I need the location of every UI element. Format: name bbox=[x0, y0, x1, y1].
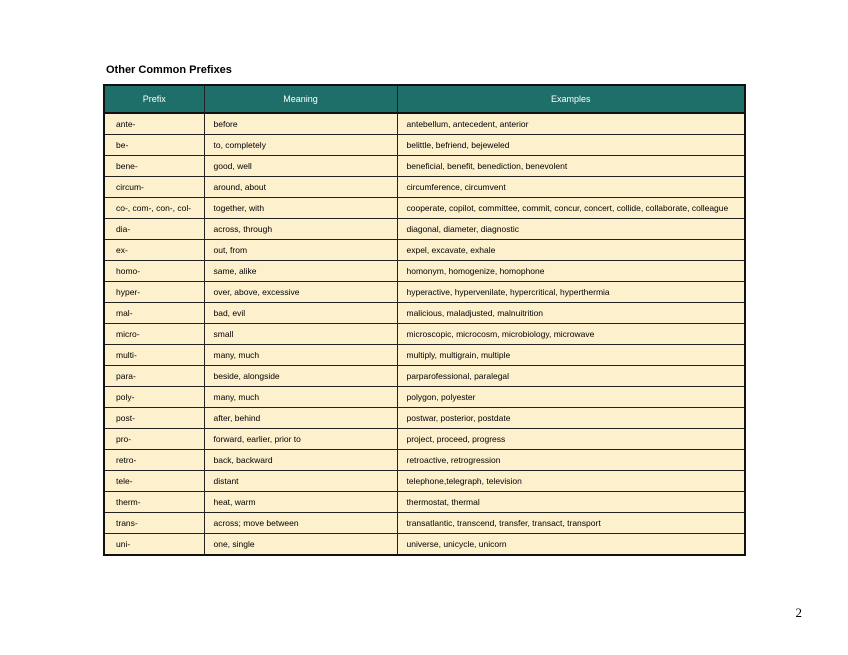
meaning-cell: many, much bbox=[204, 345, 397, 366]
meaning-cell: across, through bbox=[204, 219, 397, 240]
table-row bbox=[104, 303, 745, 324]
table-row bbox=[104, 198, 745, 219]
meaning-cell: out, from bbox=[204, 240, 397, 261]
examples-cell: diagonal, diameter, diagnostic bbox=[397, 219, 745, 240]
prefix-cell: circum- bbox=[104, 177, 204, 198]
meaning-cell: distant bbox=[204, 471, 397, 492]
table-row bbox=[104, 408, 745, 429]
examples-cell: parparofessional, paralegal bbox=[397, 366, 745, 387]
meaning-cell: together, with bbox=[204, 198, 397, 219]
table-row bbox=[104, 450, 745, 471]
table-row bbox=[104, 219, 745, 240]
examples-cell: belittle, befriend, bejeweled bbox=[397, 135, 745, 156]
table-row bbox=[104, 177, 745, 198]
examples-cell: project, proceed, progress bbox=[397, 429, 745, 450]
examples-cell: microscopic, microcosm, microbiology, microwave bbox=[397, 324, 745, 345]
meaning-cell: over, above, excessive bbox=[204, 282, 397, 303]
examples-cell: postwar, posterior, postdate bbox=[397, 408, 745, 429]
examples-cell: universe, unicycle, unicorn bbox=[397, 534, 745, 556]
examples-cell: homonym, homogenize, homophone bbox=[397, 261, 745, 282]
table-row bbox=[104, 471, 745, 492]
prefix-cell: co-, com-, con-, col- bbox=[104, 198, 204, 219]
meaning-cell: bad, evil bbox=[204, 303, 397, 324]
table-row bbox=[104, 345, 745, 366]
prefix-cell: micro- bbox=[104, 324, 204, 345]
prefix-cell: ante- bbox=[104, 113, 204, 135]
meaning-cell: one, single bbox=[204, 534, 397, 556]
examples-cell: cooperate, copilot, committee, commit, concur, concert, collide, collaborate, colleague bbox=[397, 198, 745, 219]
meaning-cell: before bbox=[204, 113, 397, 135]
page-title: Other Common Prefixes bbox=[106, 64, 232, 76]
table-row bbox=[104, 324, 745, 345]
table-body bbox=[104, 113, 745, 555]
examples-cell: transatlantic, transcend, transfer, transact, transport bbox=[397, 513, 745, 534]
meaning-cell: beside, alongside bbox=[204, 366, 397, 387]
examples-cell: multiply, multigrain, multiple bbox=[397, 345, 745, 366]
examples-cell: polygon, polyester bbox=[397, 387, 745, 408]
meaning-cell: to, completely bbox=[204, 135, 397, 156]
examples-cell: antebellum, antecedent, anterior bbox=[397, 113, 745, 135]
meaning-cell: good, well bbox=[204, 156, 397, 177]
table-header-row bbox=[104, 85, 745, 113]
table-row bbox=[104, 492, 745, 513]
prefix-cell: homo- bbox=[104, 261, 204, 282]
column-header-prefix: Prefix bbox=[104, 85, 204, 113]
table-row bbox=[104, 429, 745, 450]
table-row bbox=[104, 387, 745, 408]
prefix-cell: hyper- bbox=[104, 282, 204, 303]
prefix-cell: therm- bbox=[104, 492, 204, 513]
prefix-cell: bene- bbox=[104, 156, 204, 177]
prefix-table bbox=[103, 84, 746, 556]
meaning-cell: back, backward bbox=[204, 450, 397, 471]
table-row bbox=[104, 240, 745, 261]
meaning-cell: forward, earlier, prior to bbox=[204, 429, 397, 450]
table-row bbox=[104, 282, 745, 303]
table-row bbox=[104, 135, 745, 156]
examples-cell: beneficial, benefit, benediction, benevolent bbox=[397, 156, 745, 177]
examples-cell: circumference, circumvent bbox=[397, 177, 745, 198]
prefix-cell: tele- bbox=[104, 471, 204, 492]
examples-cell: telephone,telegraph, television bbox=[397, 471, 745, 492]
table-row bbox=[104, 156, 745, 177]
column-header-examples: Examples bbox=[397, 85, 745, 113]
prefix-cell: para- bbox=[104, 366, 204, 387]
meaning-cell: same, alike bbox=[204, 261, 397, 282]
meaning-cell: across; move between bbox=[204, 513, 397, 534]
prefix-cell: mal- bbox=[104, 303, 204, 324]
prefix-cell: trans- bbox=[104, 513, 204, 534]
examples-cell: retroactive, retrogression bbox=[397, 450, 745, 471]
prefix-cell: ex- bbox=[104, 240, 204, 261]
meaning-cell: small bbox=[204, 324, 397, 345]
table-row bbox=[104, 261, 745, 282]
examples-cell: malicious, maladjusted, malnuitrition bbox=[397, 303, 745, 324]
prefix-cell: pro- bbox=[104, 429, 204, 450]
prefix-cell: poly- bbox=[104, 387, 204, 408]
column-header-meaning: Meaning bbox=[204, 85, 397, 113]
meaning-cell: many, much bbox=[204, 387, 397, 408]
table-row bbox=[104, 113, 745, 135]
prefix-cell: dia- bbox=[104, 219, 204, 240]
table-row bbox=[104, 366, 745, 387]
prefix-cell: multi- bbox=[104, 345, 204, 366]
meaning-cell: heat, warm bbox=[204, 492, 397, 513]
examples-cell: thermostat, thermal bbox=[397, 492, 745, 513]
table-row bbox=[104, 513, 745, 534]
prefix-cell: be- bbox=[104, 135, 204, 156]
examples-cell: expel, excavate, exhale bbox=[397, 240, 745, 261]
prefix-cell: retro- bbox=[104, 450, 204, 471]
examples-cell: hyperactive, hypervenilate, hypercritical, hyperthermia bbox=[397, 282, 745, 303]
meaning-cell: around, about bbox=[204, 177, 397, 198]
page-number: 2 bbox=[795, 605, 802, 620]
prefix-cell: uni- bbox=[104, 534, 204, 556]
table-row bbox=[104, 534, 745, 556]
meaning-cell: after, behind bbox=[204, 408, 397, 429]
prefix-cell: post- bbox=[104, 408, 204, 429]
